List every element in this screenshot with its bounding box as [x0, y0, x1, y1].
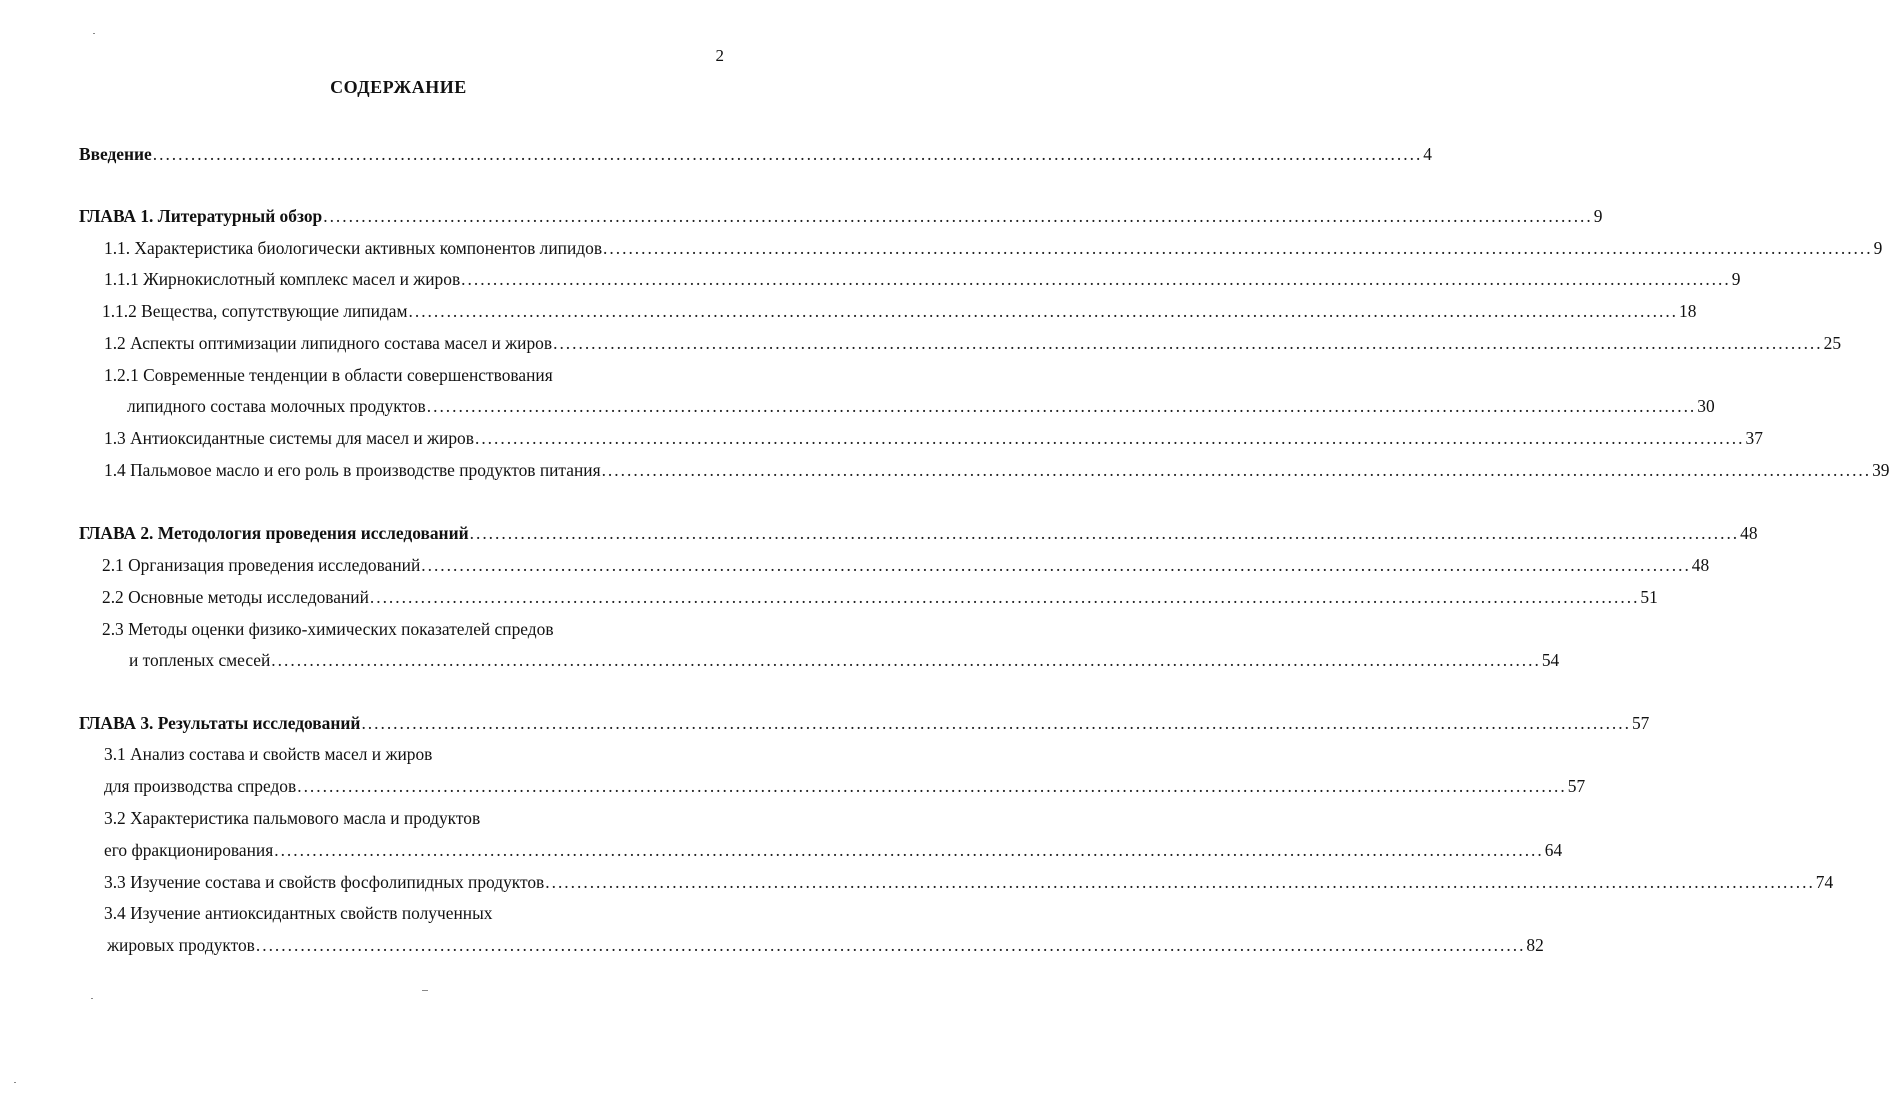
toc-entry-introduction: [79, 143, 1432, 165]
toc-entry-page: 51: [1640, 587, 1658, 607]
toc-entry-1-1: [104, 237, 1883, 259]
toc-entry-3-2: 3.2 Характеристика пальмового масла и продуктов: [104, 808, 481, 828]
toc-entry-text: его фракционирования: [104, 840, 274, 860]
toc-entry-2-3: 2.3 Методы оценки физико-химических показателей спредов: [102, 619, 554, 639]
toc-entry-text: 1.2 Аспекты оптимизации липидного состава масел и жиров: [104, 333, 553, 353]
scan-speck: [14, 1082, 16, 1083]
toc-entry-page: 4: [1423, 144, 1432, 164]
toc-entry-page: 39: [1872, 460, 1890, 480]
toc-entry-page: 74: [1815, 872, 1834, 892]
toc-entry-2-3-cont: [129, 649, 1560, 671]
toc-entry-3-3: [104, 871, 1834, 893]
toc-leader-dots: ........................................................................................................................................................................................................: [469, 523, 1740, 543]
toc-entry-text: 1.1.1 Жирнокислотный комплекс масел и жиров: [104, 269, 461, 289]
toc-entry-page: 9: [1731, 269, 1741, 289]
toc-leader-dots: ........................................................................................................................................................................................................: [408, 301, 1679, 321]
page-number: 2: [715, 46, 724, 65]
toc-leader-dots: ........................................................................................................................................................................................................: [323, 206, 1593, 226]
toc-entry-page: 9: [1593, 206, 1603, 226]
toc-entry-text: ГЛАВА 3. Результаты исследований: [79, 713, 361, 733]
toc-entry-3-1-cont: [104, 775, 1586, 797]
toc-entry-text: 1.1. Характеристика биологически активных компонентов липидов: [104, 238, 603, 258]
toc-entry-1-3: [104, 427, 1763, 449]
toc-entry-text: 1.1.2 Вещества, сопутствующие липидам: [102, 301, 408, 321]
scan-speck: [422, 990, 428, 991]
toc-entry-page: 9: [1873, 238, 1883, 258]
toc-leader-dots: ........................................................................................................................................................................................................: [601, 460, 1872, 480]
toc-leader-dots: ........................................................................................................................................................................................................: [421, 555, 1691, 575]
toc-entry-page: 57: [1631, 713, 1650, 733]
toc-leader-dots: ........................................................................................................................................................................................................: [361, 713, 1631, 733]
toc-leader-dots: ........................................................................................................................................................................................................: [297, 776, 1567, 796]
toc-entry-chapter-1: [79, 205, 1603, 227]
toc-entry-1-4: [104, 459, 1890, 481]
toc-entry-text: 1.3 Антиоксидантные системы для масел и жиров: [104, 428, 474, 448]
toc-entry-page: 48: [1691, 555, 1710, 575]
toc-entry-text: 2.2 Основные методы исследований: [102, 587, 369, 607]
toc-entry-page: 48: [1740, 523, 1758, 543]
toc-entry-2-2: [102, 586, 1658, 608]
toc-leader-dots: ........................................................................................................................................................................................................: [474, 428, 1745, 448]
toc-entry-3-1: 3.1 Анализ состава и свойств масел и жиров: [104, 744, 433, 764]
toc-entry-page: 18: [1679, 301, 1697, 321]
toc-entry-page: 82: [1526, 935, 1544, 955]
toc-entry-text: для производства спредов: [104, 776, 297, 796]
scan-speck: [93, 33, 95, 34]
toc-leader-dots: ........................................................................................................................................................................................................: [603, 238, 1873, 258]
toc-entry-1-1-2: [102, 300, 1697, 322]
toc-entry-3-4-cont: [107, 934, 1544, 956]
toc-entry-text: жировых продуктов: [107, 935, 255, 955]
toc-leader-dots: ........................................................................................................................................................................................................: [152, 144, 1423, 164]
toc-entry-2-1: [102, 554, 1710, 576]
toc-leader-dots: ........................................................................................................................................................................................................: [426, 396, 1697, 416]
toc-entry-text: 2.1 Организация проведения исследований: [102, 555, 421, 575]
toc-entry-page: 64: [1544, 840, 1563, 860]
toc-entry-page: 54: [1541, 650, 1560, 670]
toc-leader-dots: ........................................................................................................................................................................................................: [271, 650, 1541, 670]
toc-entry-3-4: 3.4 Изучение антиоксидантных свойств полученных: [104, 903, 493, 923]
toc-leader-dots: ........................................................................................................................................................................................................: [255, 935, 1526, 955]
toc-entry-page: 37: [1745, 428, 1763, 448]
toc-leader-dots: ........................................................................................................................................................................................................: [369, 587, 1640, 607]
toc-leader-dots: ........................................................................................................................................................................................................: [545, 872, 1815, 892]
toc-entry-1-2: [104, 332, 1842, 354]
toc-entry-text: и топленых смесей: [129, 650, 271, 670]
toc-entry-text: 3.3 Изучение состава и свойств фосфолипидных продуктов: [104, 872, 545, 892]
toc-entry-text: ГЛАВА 2. Методология проведения исследований: [79, 523, 469, 543]
toc-entry-1-2-1-cont: [127, 395, 1715, 417]
toc-entry-chapter-2: [79, 522, 1758, 544]
toc-entry-3-2-cont: [104, 839, 1563, 861]
toc-leader-dots: ........................................................................................................................................................................................................: [553, 333, 1823, 353]
toc-entry-1-1-1: [104, 268, 1741, 290]
toc-leader-dots: ........................................................................................................................................................................................................: [274, 840, 1544, 860]
scan-speck: [91, 998, 93, 999]
toc-entry-1-2-1: 1.2.1 Современные тенденции в области совершенствования: [104, 365, 553, 385]
page-title: СОДЕРЖАНИЕ: [330, 77, 467, 97]
toc-entry-text: 1.4 Пальмовое масло и его роль в производстве продуктов питания: [104, 460, 601, 480]
toc-leader-dots: ........................................................................................................................................................................................................: [461, 269, 1731, 289]
toc-entry-chapter-3: [79, 712, 1650, 734]
toc-entry-text: ГЛАВА 1. Литературный обзор: [79, 206, 323, 226]
toc-entry-text: Введение: [79, 144, 152, 164]
toc-entry-page: 30: [1697, 396, 1715, 416]
toc-entry-page: 25: [1823, 333, 1842, 353]
toc-entry-text: липидного состава молочных продуктов: [127, 396, 426, 416]
toc-entry-page: 57: [1567, 776, 1586, 796]
